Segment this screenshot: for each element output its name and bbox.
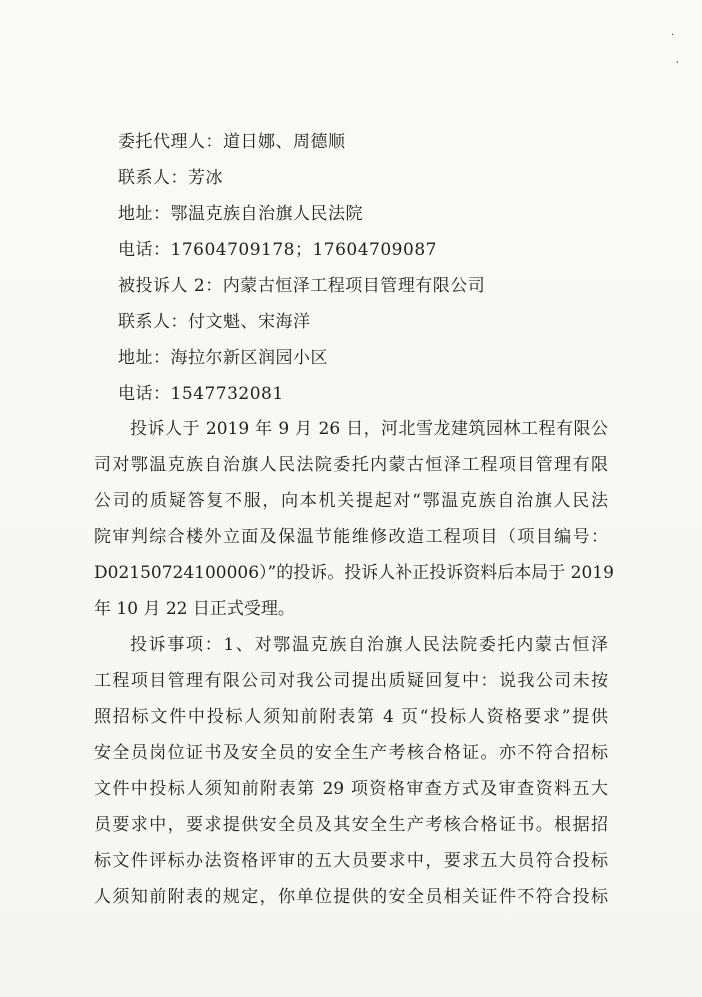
respondent2-address-line: 地址：海拉尔新区润园小区 [118, 348, 328, 368]
scan-dot-mark: · [671, 30, 675, 41]
paragraph-line: 文件中投标人须知前附表第 29 项资格审查方式及审查资料五大 [94, 779, 608, 799]
paragraph-line: 投诉事项：1、对鄂温克族自治旗人民法院委托内蒙古恒泽 [130, 635, 608, 655]
paragraph-line: 院审判综合楼外立面及保温节能维修改造工程项目（项目编号： [94, 527, 608, 547]
paragraph-line: 投诉人于 2019 年 9 月 26 日，河北雪龙建筑园林工程有限公 [130, 419, 608, 439]
paragraph-line: 司对鄂温克族自治旗人民法院委托内蒙古恒泽工程项目管理有限 [94, 455, 608, 475]
respondent2-contact-line: 联系人：付文魁、宋海洋 [118, 312, 311, 332]
paragraph-line: D02150724100006）”的投诉。投诉人补正投诉资料后本局于 2019 [94, 563, 614, 583]
agent-line: 委托代理人：道日娜、周德顺 [118, 132, 346, 152]
paragraph-line: 安全员岗位证书及安全员的安全生产考核合格证。亦不符合招标 [94, 743, 608, 763]
paragraph-line: 年 10 月 22 日正式受理。 [94, 599, 295, 619]
phone-line: 电话：17604709178；17604709087 [118, 240, 437, 260]
contact-line: 联系人：芳冰 [118, 168, 223, 188]
paragraph-line: 照招标文件中投标人须知前附表第 4 页“投标人资格要求”提供 [94, 707, 608, 727]
paragraph-line: 人须知前附表的规定，你单位提供的安全员相关证件不符合投标 [94, 887, 608, 907]
respondent2-line: 被投诉人 2：内蒙古恒泽工程项目管理有限公司 [118, 276, 486, 296]
paragraph-line: 员要求中，要求提供安全员及其安全生产考核合格证书。根据招 [94, 815, 608, 835]
respondent2-phone-line: 电话：1547732081 [118, 384, 284, 404]
scan-tick-mark: ˊ [674, 60, 683, 73]
paragraph-line: 公司的质疑答复不服，向本机关提起对“鄂温克族自治旗人民法 [94, 491, 608, 511]
paragraph-line: 工程项目管理有限公司对我公司提出质疑回复中：说我公司未按 [94, 671, 608, 691]
address-line: 地址：鄂温克族自治旗人民法院 [118, 204, 363, 224]
paragraph-line: 标文件评标办法资格评审的五大员要求中，要求五大员符合投标 [94, 851, 608, 871]
